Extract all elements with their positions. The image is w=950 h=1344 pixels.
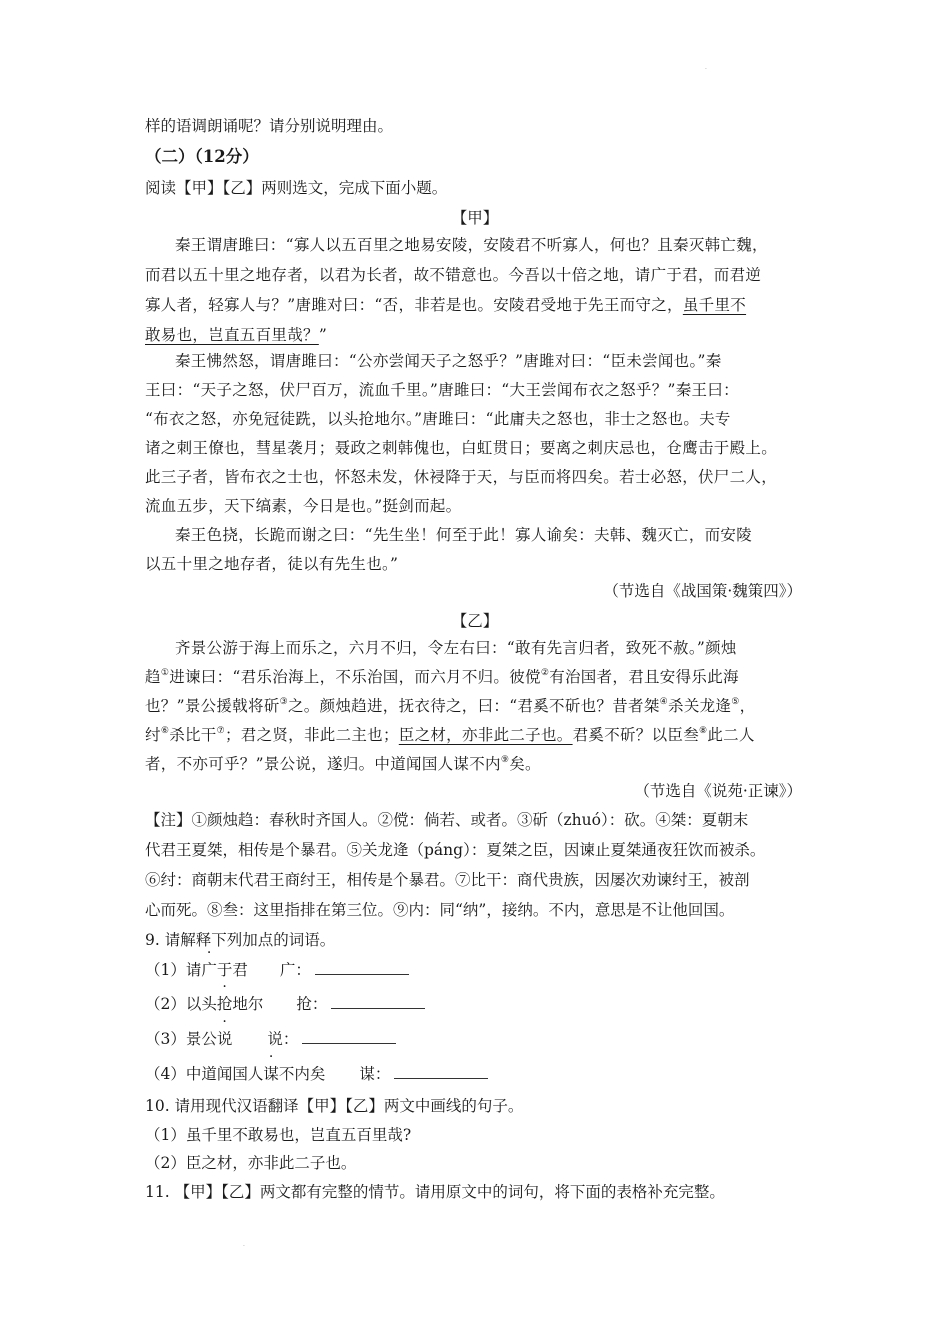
- yi-line: [145, 691, 755, 721]
- question-10-stem: 10. 请用现代汉语翻译【甲】【乙】两文中画线的句子。: [145, 1097, 524, 1115]
- yi-underlined-sentence: 臣之材，亦非此二子也。: [398, 726, 573, 744]
- yi-text: 有治国者，君且安得乐此海: [549, 668, 739, 686]
- dotted-word: 说: [216, 1030, 233, 1048]
- jia-line: 诸之刺王僚也，彗星袭月；聂政之刺韩傀也，白虹贯日；要离之刺庆忌也，仓鹰击于殿上。: [145, 439, 778, 457]
- question-9-item: [145, 993, 425, 1015]
- yi-source: （节选自《说苑·正谏》）: [634, 782, 802, 800]
- question-9-item: [145, 1063, 488, 1085]
- yi-text: 纣: [145, 726, 161, 744]
- answer-blank[interactable]: [315, 960, 409, 975]
- answer-label: 谋：: [359, 1065, 391, 1083]
- yi-text: 杀关龙逄: [668, 697, 732, 715]
- yi-text: ，: [739, 697, 756, 715]
- dotted-word: 广: [201, 961, 217, 979]
- footnote-ref: ④: [659, 697, 669, 707]
- yi-text: 君奚不斫？以臣叁: [572, 726, 699, 744]
- jia-line: [145, 290, 746, 320]
- yi-line: [145, 720, 755, 750]
- yi-text: ；君之贤，非此二主也；: [224, 726, 399, 744]
- yi-text: 趋: [145, 668, 161, 686]
- question-10-sentence: （1）虽千里不敢易也，岂直五百里哉?: [145, 1126, 412, 1144]
- jia-underlined-sentence: 敢易也，岂直五百里哉？: [145, 326, 319, 344]
- yi-text: 矣。: [509, 755, 541, 773]
- item-text: （3）景公: [145, 1030, 217, 1048]
- note-line: 心而死。⑧叁：这里指排在第三位。⑨内：同“纳”，接纳。不内，意思是不让他回国。: [145, 901, 735, 919]
- jia-line: 秦王怫然怒，谓唐雎曰：“公亦尝闻天子之怒乎？”唐雎对曰：“臣未尝闻也。”秦: [175, 352, 722, 370]
- jia-text: 寡人者，轻寡人与？”唐雎对曰：“否，非若是也。安陵君受地于先王而守之，: [145, 296, 683, 314]
- jia-text: ”: [318, 326, 328, 344]
- item-text: （1）请: [145, 961, 202, 979]
- item-text: 不内矣: [278, 1065, 326, 1083]
- yi-line: [145, 662, 739, 692]
- reading-instruction: 阅读【甲】【乙】两则选文，完成下面小题。: [145, 179, 448, 197]
- answer-blank[interactable]: [331, 994, 425, 1009]
- dotted-word: 抢: [216, 995, 233, 1013]
- jia-underlined-sentence: 虽千里不: [682, 296, 747, 314]
- answer-label: 广：: [279, 961, 311, 979]
- note-line: ⑥纣：商朝末代君王商纣王，相传是个暴君。⑦比干：商代贵族，因屡次劝谏纣王，被剖: [145, 871, 750, 889]
- footnote-ref: ⑨: [500, 755, 510, 765]
- jia-line: 流血五步，天下缟素，今日是也。”挺剑而起。: [145, 497, 462, 515]
- answer-label: 抢：: [296, 995, 328, 1013]
- jia-source: （节选自《战国策·魏策四》）: [603, 582, 802, 600]
- jia-line: 此三子者，皆布衣之士也，怀怒未发，休祲降于天，与臣而将四矣。若士必怒，伏尸二人，: [145, 468, 778, 486]
- question-9-item: [145, 1028, 396, 1050]
- note-line: 【注】①颜烛趋：春秋时齐国人。②傥：倘若、或者。③斫（zhuó）：砍。④桀：夏朝末: [145, 811, 749, 829]
- question-9-item: [145, 959, 409, 981]
- question-9-stem: 9. 请解释下列加点的词语。: [145, 931, 336, 949]
- previous-question-tail: 样的语调朗诵呢？请分别说明理由。: [145, 117, 394, 135]
- yi-text: 也？”景公援戟将斫: [145, 697, 280, 715]
- question-10-sentence: （2）臣之材，亦非此二子也。: [145, 1154, 357, 1172]
- footnote-ref: ①: [160, 668, 170, 678]
- footnote-ref: ②: [540, 668, 550, 678]
- item-text: 地尔: [232, 995, 264, 1013]
- answer-blank[interactable]: [394, 1064, 488, 1079]
- answer-blank[interactable]: [302, 1029, 396, 1044]
- yi-line: [145, 749, 541, 779]
- footnote-ref: ⑤: [731, 697, 740, 707]
- jia-line: 而君以五十里之地存者，以君为长者，故不错意也。今吾以十倍之地，请广于君，而君逆: [145, 266, 762, 284]
- yi-text: 者，不亦可乎？”景公说，遂归。中道闻国人谋不内: [145, 755, 501, 773]
- jia-line: 以五十里之地存者，徒以有先生也。”: [145, 555, 399, 573]
- item-text: （2）以头: [145, 995, 217, 1013]
- yi-text: 之。颜烛趋进，抚衣待之，曰：“君奚不斫也？昔者桀: [288, 697, 660, 715]
- yi-line: 齐景公游于海上而乐之，六月不归，令左右曰：“敢有先言归者，致死不赦。”颜烛: [175, 639, 737, 657]
- yi-text: 进谏曰：“君乐治海上，不乐治国，而六月不归。彼傥: [169, 668, 541, 686]
- footnote-ref: ⑦: [216, 726, 225, 736]
- scan-dot: ·: [705, 66, 707, 73]
- dotted-word: 谋: [263, 1065, 279, 1083]
- footnote-ref: ⑧: [699, 726, 708, 736]
- jia-line: 王曰：“天子之怒，伏尸百万，流血千里。”唐雎曰：“大王尝闻布衣之怒乎？”秦王曰：: [145, 381, 739, 399]
- yi-text: 杀比干: [169, 726, 217, 744]
- jia-line: 秦王色挠，长跪而谢之曰：“先生坐！何至于此！寡人谕矣：夫韩、魏灭亡，而安陵: [175, 526, 753, 544]
- jia-line: “布衣之怒，亦免冠徒跣，以头抢地尔。”唐雎曰：“此庸夫之怒也，非士之怒也。夫专: [145, 410, 731, 428]
- yi-text: 此二人: [707, 726, 755, 744]
- footnote-ref: ③: [279, 697, 288, 707]
- jia-line: 秦王谓唐雎曰：“寡人以五百里之地易安陵，安陵君不听寡人，何也？且秦灭韩亡魏，: [175, 236, 768, 254]
- section-title: （二）（12分）: [145, 147, 259, 166]
- passage-yi-heading: 【乙】: [451, 612, 499, 630]
- answer-label: 说：: [267, 1030, 299, 1048]
- passage-jia-heading: 【甲】: [451, 209, 499, 227]
- question-11-stem: 11. 【甲】【乙】两文都有完整的情节。请用原文中的词句，将下面的表格补充完整。: [145, 1183, 725, 1201]
- footnote-ref: ⑥: [160, 726, 170, 736]
- scan-dot: ·: [243, 1243, 245, 1250]
- item-text: 于君: [216, 961, 248, 979]
- note-line: 代君王夏桀，相传是个暴君。⑤关龙逄（páng）：夏桀之臣，因谏止夏桀通夜狂饮而被杀。: [145, 841, 766, 859]
- item-text: （4）中道闻国人: [145, 1065, 264, 1083]
